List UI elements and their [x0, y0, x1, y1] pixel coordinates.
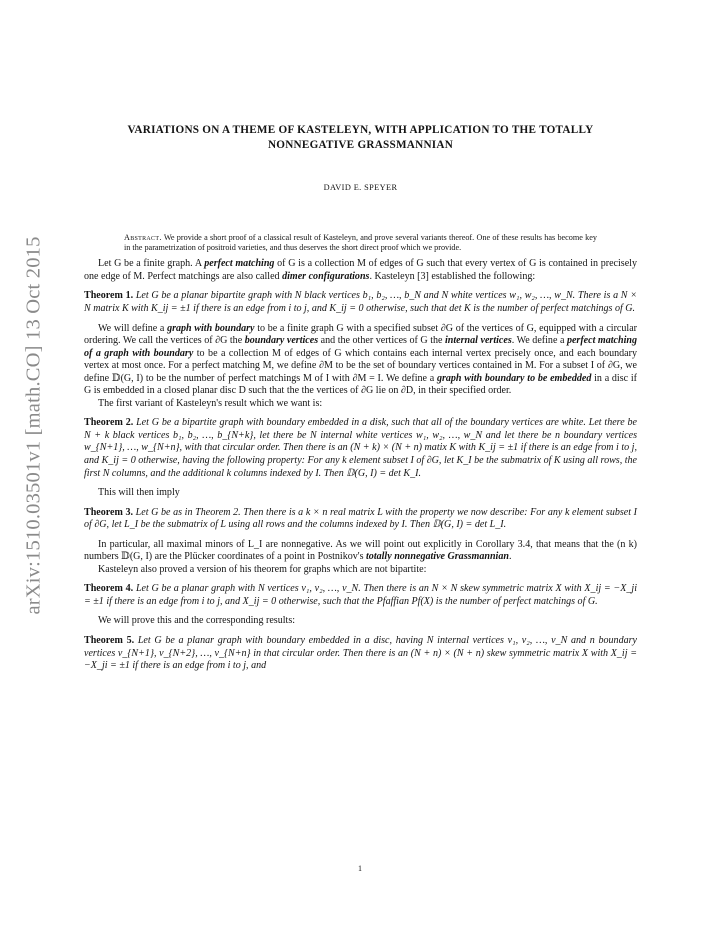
text-run: . — [508, 551, 512, 563]
definition-term: internal vertices — [445, 335, 512, 347]
theorem-body: Let G be a bipartite graph with boundary embedded in a disk, such that all of the boundary vertices are white. Let there be N + k black vertices b₁, b₂, …, b_{N+k}, let there be N internal white vertices w₁, w₂, …, w_N and let there be n boundary vertices w_{N+1}, …, w_{N+n}, with that circular order. Then there is an (N + k) × (N + n) matix K with K_ij = ±1 if there is an edge from i to j, and K_ij = 0 otherwise, having the following property: For any k element subset I of ∂G, let K_I be the submatrix of K using all rows, the first N columns, and the additional k columns indexed by I. Then 𝔻(G, I) = det K_I. — [84, 417, 637, 479]
theorem-3 — [84, 507, 637, 532]
text-run: In particular, all maximal minors of L_I are nonnegative. As we will point out explicitly in Corollary 3.4, that means that the (n k) numbers 𝔻(G, I) are the Plücker coordinates of a point in Postnikov's — [84, 538, 637, 563]
definition-term: graph with boundary — [167, 322, 255, 334]
text-run: and the other vertices of G the — [318, 335, 446, 347]
theorem-body: Let G be a planar graph with boundary embedded in a disc, having N internal vertices v₁, v₂, …, v_N and n boundary vertices v_{N+1}, v_{N+2}, …, v_{N+n} in that circular order. Then there is an (N + n) × (N + n) skew symmetric matrix X with X_ij = −X_ji = ±1 if there is an edge from i to j, and — [84, 635, 637, 672]
text-run: in a disc if G is embedded in a closed planar disc D such that the the vertices of ∂G lie on ∂D, in their specified order. — [84, 372, 637, 397]
definition-term: perfect matching — [204, 258, 275, 270]
text-run: . We define a — [511, 335, 567, 347]
theorem-2 — [84, 417, 637, 480]
page-number: 1 — [358, 864, 362, 873]
theorem-body: Let G be a planar bipartite graph with N black vertices b₁, b₂, …, b_N and N white vertices w₁, w₂, …, w_N. There is a N × N matrix K with K_ij = ±1 if there is an edge from i to j, and K_ij = 0 otherwise, such that det K is the number of perfect matchings of G. — [84, 290, 637, 314]
arxiv-stamp-text: arXiv:1510.03501v1 [math.CO] 13 Oct 2015 — [22, 235, 45, 615]
abstract-label: Abstract. — [124, 232, 162, 242]
paragraph-nonnegative — [84, 539, 637, 564]
theorem-5 — [84, 635, 637, 673]
text-run: of G is a collection M of edges of G such that every vertex of G is contained in precisely one edge of M. Perfect matchings are also called — [84, 258, 637, 282]
paragraph-imply: This will then imply — [98, 487, 180, 499]
paragraph-definitions — [84, 323, 637, 398]
paragraph-variant: The first variant of Kasteleyn's result which we want is: — [98, 397, 323, 409]
theorem-1 — [84, 290, 637, 315]
theorem-heading: Theorem 2. — [84, 417, 134, 429]
definition-term: totally nonnegative Grassmannian — [366, 551, 509, 563]
abstract-text: We provide a short proof of a classical result of Kasteleyn, and prove several variants thereof. One of these results has become key in the parametrization of positroid varieties, and thus deserves the short direct proof which we provide. — [124, 232, 597, 253]
arxiv-stamp — [14, 210, 54, 640]
paragraph-intro — [84, 258, 637, 283]
theorem-heading: Theorem 1. — [84, 290, 134, 302]
paragraph-nonbipartite: Kasteleyn also proved a version of his theorem for graphs which are not bipartite: — [98, 563, 427, 575]
text-run: We will define a — [98, 322, 168, 334]
definition-term: graph with boundary to be embedded — [436, 372, 592, 384]
text-run: to be a collection M of edges of G which contains each internal vertex precisely once, and each boundary vertex at most once. For a perfect matching M, we define ∂M to be the set of boundary vertices contained in M. For a subset I of ∂G, we define 𝔻(G, I) to be the number of perfect matchings M of I with ∂M = I. We define a — [84, 347, 637, 384]
text-run: Let G be a finite graph. A — [98, 258, 205, 270]
theorem-heading: Theorem 3. — [84, 506, 134, 518]
paper-author: DAVID E. SPEYER — [323, 183, 398, 192]
definition-term: perfect matching of a graph with boundary — [84, 335, 638, 359]
definition-term: boundary vertices — [244, 335, 319, 347]
paper-title: VARIATIONS ON A THEME OF KASTELEYN, WITH APPLICATION TO THE TOTALLY NONNEGATIVE GRASSMANNIAN — [127, 124, 594, 151]
theorem-4 — [84, 583, 637, 608]
theorem-body: Let G be as in Theorem 2. Then there is a k × n real matrix L with the property we now describe: For any k element subset I of ∂G, let L_I be the submatrix of L using all rows and the columns indexed by I. Then 𝔻(G, I) = det L_I. — [84, 506, 637, 531]
text-run: . Kasteleyn [3] established the following: — [369, 270, 536, 282]
paragraph-prove: We will prove this and the corresponding results: — [98, 615, 296, 627]
text-run: to be a finite graph G with a specified subset ∂G of the vertices of G, equipped with a circular ordering. We call the vertices of ∂G the — [84, 322, 637, 347]
paper-page — [84, 120, 637, 673]
definition-term: dimer configurations — [282, 270, 370, 282]
abstract — [124, 233, 597, 255]
theorem-heading: Theorem 4. — [84, 583, 134, 595]
theorem-heading: Theorem 5. — [84, 635, 135, 647]
theorem-body: Let G be a planar graph with N vertices v₁, v₂, …, v_N. Then there is an N × N skew symmetric matrix X with X_ij = −X_ji = ±1 if there is an edge from i to j, and X_ij = 0 otherwise, such that the Pfaffian Pf(X) is the number of perfect matchings of G. — [84, 583, 637, 607]
